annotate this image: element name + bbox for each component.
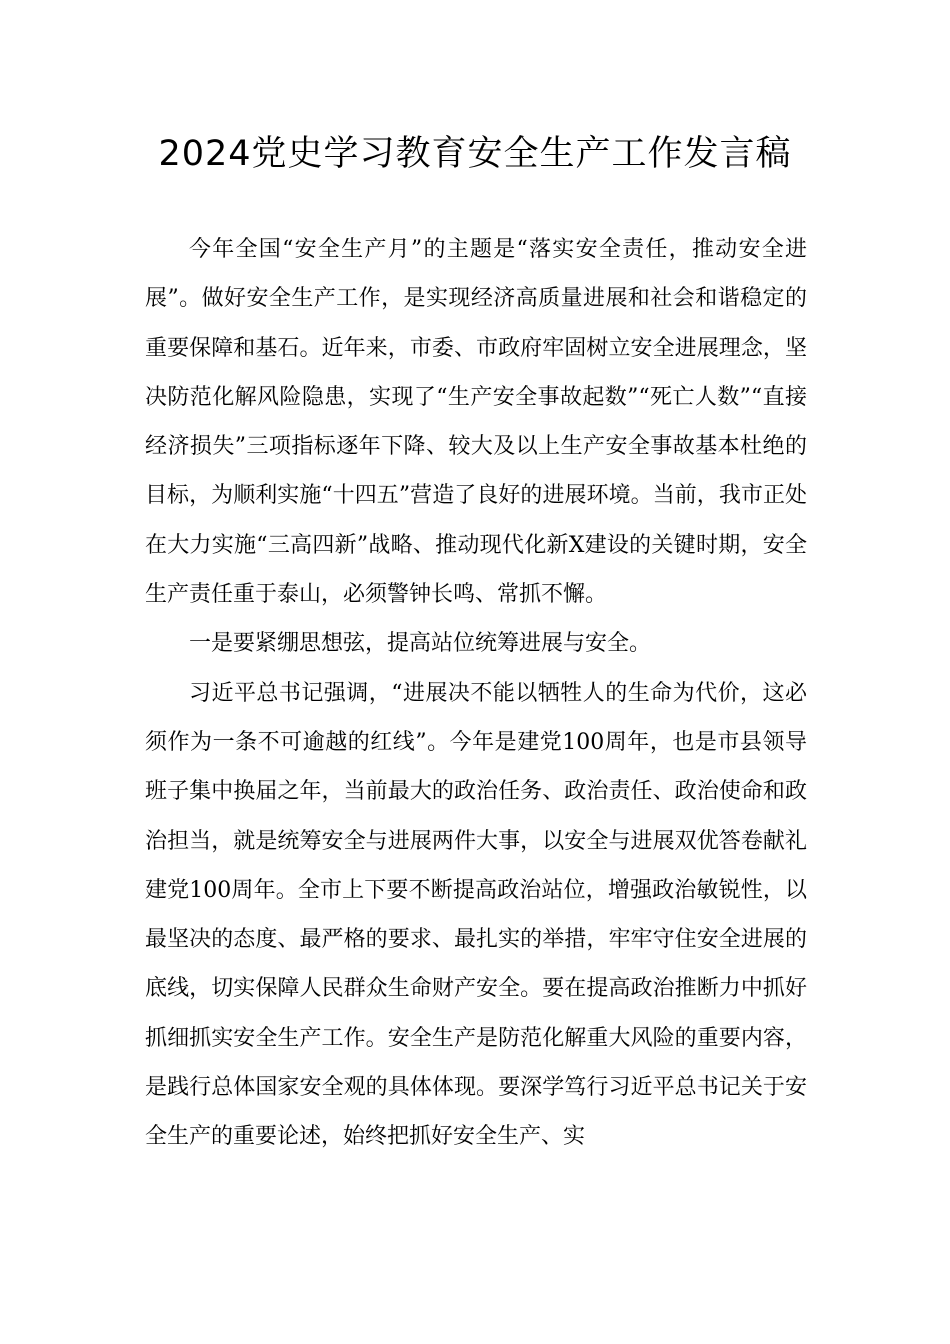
paragraph-quote: 习近平总书记强调，“进展决不能以牺牲人的生命为代价，这必须作为一条不可逾越的红线”。今年是建党100周年，也是市县领导班子集中换届之年，当前最大的政治任务、政治责任、政治使命和政治担当，就是统筹安全与进展两件大事，以安全与进展双优答卷献礼建党100周年。全市上下要不断提高政治站位，增强政治敏锐性，以最坚决的态度、最严格的要求、最扎实的举措，牢牢守住安全进展的底线，切实保障人民群众生命财产安全。要在提高政治推断力中抓好抓细抓实安全生产工作。安全生产是防范化解重大风险的重要内容，是践行总体国家安全观的具体体现。要深学笃行习近平总书记关于安全生产的重要论述，始终把抓好安全生产、实 <box>145 680 807 1150</box>
paragraph-intro: 今年全国“安全生产月”的主题是“落实安全责任，推动安全进展”。做好安全生产工作，是实现经济高质量进展和社会和谐稳定的重要保障和基石。近年来，市委、市政府牢固树立安全进展理念，坚决防范化解风险隐患，实现了“生产安全事故起数”“死亡人数”“直接经济损失”三项指标逐年下降、较大及以上生产安全事故基本杜绝的目标，为顺利实施“十四五”营造了良好的进展环境。当前，我市正处在大力实施“三高四新”战略、推动现代化新X建设的关键时期，安全生产责任重于泰山，必须警钟长鸣、常抓不懈。 <box>145 237 807 608</box>
document-body <box>145 225 807 1162</box>
document-title: 2024党史学习教育安全生产工作发言稿 <box>158 134 792 174</box>
paragraph-heading-one: 一是要紧绷思想弦，提高站位统筹进展与安全。 <box>189 631 652 657</box>
